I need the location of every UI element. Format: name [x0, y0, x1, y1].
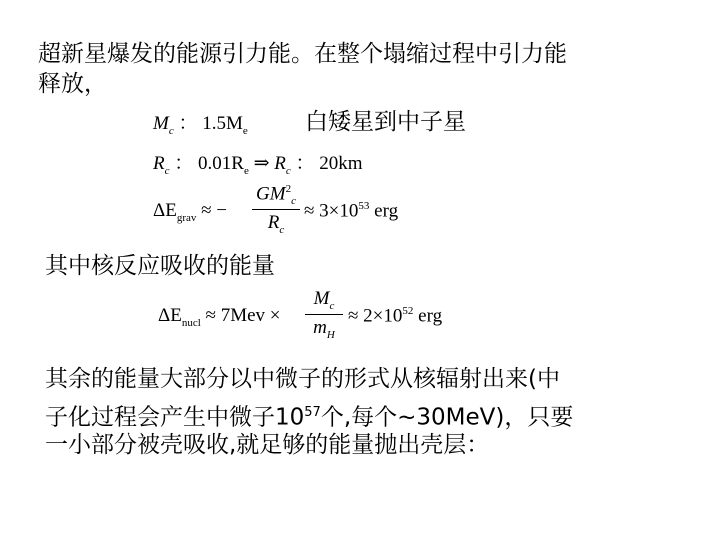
- intro-line-2: 释放，: [38, 71, 107, 97]
- intro-line-1: 超新星爆发的能源引力能。在整个塌缩过程中引力能: [38, 41, 567, 67]
- rest-line-2: 子化过程会产生中微子$10^{57}$个,每个~30MeV)，只要: [45, 404, 574, 431]
- equation-nucl-fraction: $M_c$ $m_H$: [305, 288, 343, 341]
- equation-radius: $R_c$ ： $0.01R_e$ ⇒ $R_c$ ： 20km: [153, 153, 363, 177]
- equation-grav-fraction: $GM^2_c$ $R_c$: [252, 183, 300, 236]
- rest-line-1: 其余的能量大部分以中微子的形式从核辐射出来(中: [45, 366, 560, 392]
- equation-mass: $M_c$ ： $1.5M_e$: [153, 113, 248, 137]
- equation-grav-rhs: ≈ $3\times 10^{53}$ erg: [304, 200, 399, 222]
- nuclear-energy-label: 其中核反应吸收的能量: [45, 253, 275, 279]
- equation-grav-lhs: $\Delta E_{grav}$ ≈ −: [153, 200, 228, 224]
- equation-nucl-lhs: $\Delta E_{nucl} \approx 7Mev$ ×: [158, 305, 281, 329]
- caption-white-dwarf-to-neutron-star: 白矮星到中子星: [305, 109, 466, 135]
- rest-line-3: 一小部分被壳吸收,就足够的能量抛出壳层：: [45, 432, 490, 458]
- equation-nucl-rhs: ≈ $2\times 10^{52}$ erg: [348, 305, 443, 327]
